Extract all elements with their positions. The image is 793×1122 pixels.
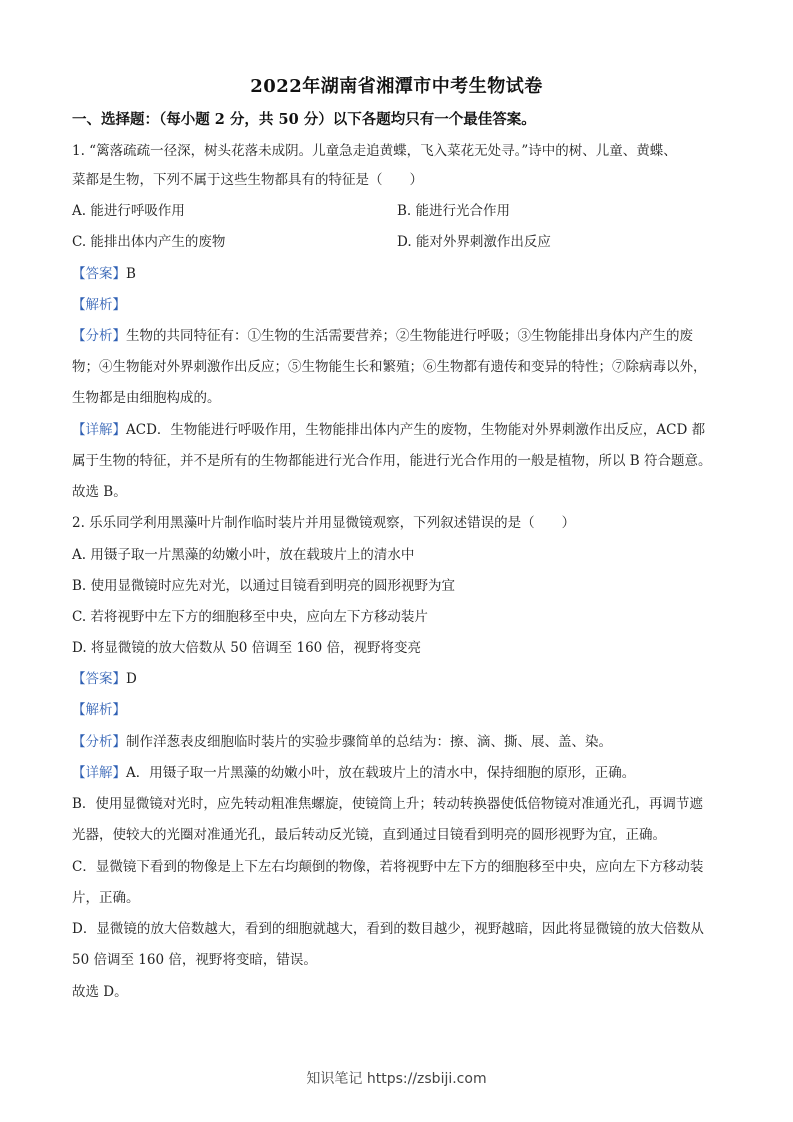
q1-xiangjie-line2: 属于生物的特征，并不是所有的生物都能进行光合作用，能进行光合作用的一般是植物，所以 B 符合题意。 xyxy=(72,453,712,469)
answer-tag: 【答案】 xyxy=(72,671,126,687)
q1-fenxi-line3: 生物都是由细胞构成的。 xyxy=(72,390,221,406)
q1-answer xyxy=(72,264,136,284)
q2-analysis-heading xyxy=(72,700,126,720)
footer-watermark: 知识笔记 https://zsbiji.com xyxy=(306,1071,487,1087)
q1-option-c: C. 能排出体内产生的废物 xyxy=(72,234,226,250)
q2-xiangjie-d2: 50 倍调至 160 倍，视野将变暗，错误。 xyxy=(72,952,317,968)
q1-xiangjie-line3: 故选 B。 xyxy=(72,484,127,500)
q1-option-b: B. 能进行光合作用 xyxy=(397,203,511,219)
q2-xiangjie-a xyxy=(72,763,635,783)
q2-option-d: D. 将显微镜的放大倍数从 50 倍调至 160 倍，视野将变亮 xyxy=(72,640,422,656)
answer-value: D xyxy=(126,671,137,687)
answer-tag: 【答案】 xyxy=(72,266,126,282)
q1-stem-line1: 1. “篱落疏疏一径深，树头花落未成阴。儿童急走追黄蝶，飞入菜花无处寻。”诗中的树、儿童、黄蝶、 xyxy=(72,143,677,159)
q2-answer xyxy=(72,669,137,689)
xiangjie-tag: 【详解】 xyxy=(72,422,126,438)
q2-xiangjie-b1: B．使用显微镜对光时，应先转动粗准焦螺旋，使镜筒上升；转动转换器使低倍物镜对准通光孔，再调节遮 xyxy=(72,796,703,812)
analysis-tag: 【解析】 xyxy=(72,297,126,313)
fenxi-text: 生物的共同特征有：①生物的生活需要营养；②生物能进行呼吸；③生物能排出身体内产生的废 xyxy=(126,328,693,344)
q2-option-b: B. 使用显微镜时应先对光，以通过目镜看到明亮的圆形视野为宜 xyxy=(72,578,456,594)
xiangjie-tag: 【详解】 xyxy=(72,765,126,781)
xiangjie-text: A．用镊子取一片黑藻的幼嫩小叶，放在载玻片上的清水中，保持细胞的原形，正确。 xyxy=(126,765,636,781)
q2-xiangjie-c2: 片，正确。 xyxy=(72,890,140,906)
q2-xiangjie-c1: C．显微镜下看到的物像是上下左右均颠倒的物像，若将视野中左下方的细胞移至中央，应向左下方移动装 xyxy=(72,859,704,875)
answer-value: B xyxy=(126,266,136,282)
section-heading: 一、选择题：（每小题 2 分，共 50 分）以下各题均只有一个最佳答案。 xyxy=(72,111,536,128)
q2-option-c: C. 若将视野中左下方的细胞移至中央，应向左下方移动装片 xyxy=(72,609,428,625)
q1-fenxi-line2: 物；④生物能对外界刺激作出反应；⑤生物能生长和繁殖；⑥生物都有遗传和变异的特性；⑦除病毒以外， xyxy=(72,359,707,375)
q2-fenxi-line1 xyxy=(72,732,612,752)
q2-option-a: A. 用镊子取一片黑藻的幼嫩小叶，放在载玻片上的清水中 xyxy=(72,547,415,563)
q1-fenxi-line1 xyxy=(72,326,693,346)
fenxi-tag: 【分析】 xyxy=(72,328,126,344)
q2-xiangjie-b2: 光器，使较大的光圈对准通光孔，最后转动反光镜，直到通过目镜看到明亮的圆形视野为宜，正确。 xyxy=(72,827,666,843)
q1-option-a: A. 能进行呼吸作用 xyxy=(72,203,185,219)
q1-option-d: D. 能对外界刺激作出反应 xyxy=(397,234,551,250)
q2-stem: 2. 乐乐同学利用黑藻叶片制作临时装片并用显微镜观察，下列叙述错误的是（ ） xyxy=(72,515,576,531)
fenxi-text: 制作洋葱表皮细胞临时装片的实验步骤简单的总结为：擦、滴、撕、展、盖、染。 xyxy=(126,734,612,750)
q1-analysis-heading xyxy=(72,295,126,315)
analysis-tag: 【解析】 xyxy=(72,702,126,718)
q1-stem-line2: 菜都是生物，下列不属于这些生物都具有的特征是（ ） xyxy=(72,172,423,188)
page-title: 2022年湖南省湘潭市中考生物试卷 xyxy=(250,76,543,97)
fenxi-tag: 【分析】 xyxy=(72,734,126,750)
q2-conclusion: 故选 D。 xyxy=(72,984,128,1000)
q2-xiangjie-d1: D．显微镜的放大倍数越大，看到的细胞就越大，看到的数目越少，视野越暗，因此将显微镜的放大倍数从 xyxy=(72,921,704,937)
xiangjie-text: ACD．生物能进行呼吸作用，生物能排出体内产生的废物，生物能对外界刺激作出反应，ACD 都 xyxy=(126,422,706,438)
q1-xiangjie-line1 xyxy=(72,420,705,440)
